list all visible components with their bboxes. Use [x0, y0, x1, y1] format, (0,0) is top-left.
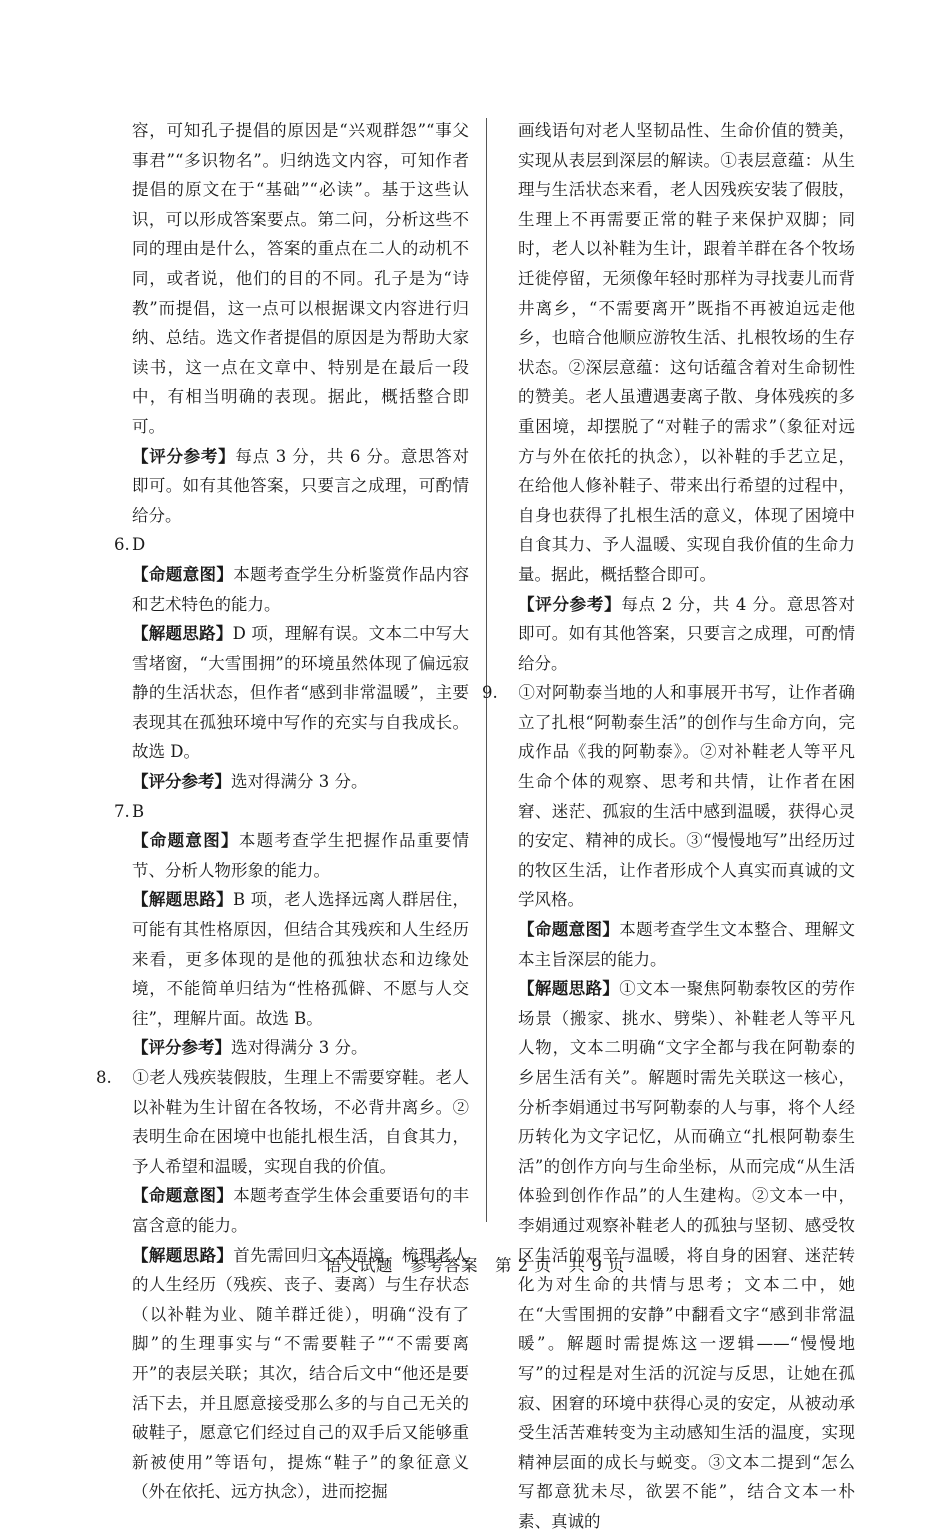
score-tag: 【评分参考】: [132, 772, 231, 792]
q7-intent: [114, 826, 469, 885]
q8-intent: [114, 1181, 469, 1240]
intent-tag: 【命题意图】: [132, 831, 239, 851]
idea-tag: 【解题思路】: [132, 624, 233, 644]
q8-answer: [96, 1063, 469, 1181]
q6-score-ref: [114, 767, 469, 797]
q6-idea: [114, 619, 469, 767]
intent-tag: 【命题意图】: [518, 920, 620, 940]
q5-analysis-continued: 容，可知孔子提倡的原因是“兴观群怨”“事父事君”“多识物名”。归纳选文内容，可知作者提倡的原文在于“基础”“必读”。基于这些认识，可以形成答案要点。第二问，分析这些不同的理由是什么，答案的重点在二人的动机不同，或者说，他们的目的不同。孔子是为“诗教”而提倡，这一点可以根据课文内容进行归纳、总结。选文作者提倡的原因是为帮助大家读书，这一点在文章中、特别是在最后一段中，有相当明确的表现。据此，概括整合即可。: [132, 121, 469, 436]
q8-idea-continued: 画线语句对老人坚韧品性、生命价值的赞美，实现从表层到深层的解读。①表层意蕴：从生理与生活状态来看，老人因残疾安装了假肢，生理上不再需要正常的鞋子来保护双脚；同时，老人以补鞋为生计，跟着羊群在各个牧场迁徙停留，无须像年轻时那样为寻找妻儿而背井离乡，“不需要离开”既指不再被迫远走他乡，也暗合他顺应游牧生活、扎根牧场的生存状态。②深层意蕴：这句话蕴含着对生命韧性的赞美。老人虽遭遇妻离子散、身体残疾的多重困境，却摆脱了“对鞋子的需求”（象征对远方与外在依托的执念），以补鞋的手艺立足，在给他人修补鞋子、带来出行希望的过程中，自身也获得了扎根生活的意义，体现了困境中自食其力、予人温暖、实现自我价值的生命力量。据此，概括整合即可。: [518, 121, 855, 584]
q8-score-text: 每点 2 分，共 4 分。意思答对即可。如有其他答案，只要言之成理，可酌情给分。: [518, 594, 855, 673]
intent-tag: 【命题意图】: [132, 1186, 234, 1206]
right-column: [482, 116, 856, 1537]
q9-answer: [482, 678, 855, 915]
q6-answer: [114, 530, 469, 560]
column-divider: [486, 118, 487, 1222]
intent-tag: 【命题意图】: [132, 564, 234, 584]
q6-score-text: 选对得满分 3 分。: [231, 772, 368, 792]
q5-score-ref: [114, 442, 469, 531]
q7-intent-text: 本题考查学生把握作品重要情节、分析人物形象的能力。: [132, 831, 470, 880]
q9-intent: [500, 915, 855, 974]
q8-idea-text: 首先需回归文本语境，梳理老人的人生经历（残疾、丧子、妻离）与生存状态（以补鞋为业、随羊群迁徙），明确“没有了脚”的生理事实与“不需要鞋子”“不需要离开”的表层关联；其次，结合后文中“他还是要活下去，并且愿意接受那么多的与自己无关的破鞋子，愿意它们经过自己的双手后又能够重新被使用”等语句，提炼“鞋子”的象征意义（外在依托、远方执念），进而挖掘: [132, 1245, 470, 1502]
score-tag: 【评分参考】: [132, 1038, 231, 1058]
q7-answer-text: B: [132, 801, 145, 821]
q5-score-text: 每点 3 分，共 6 分。意思答对即可。如有其他答案，只要言之成理，可酌情给分。: [132, 446, 469, 525]
score-tag: 【评分参考】: [132, 446, 236, 466]
idea-tag: 【解题思路】: [132, 890, 233, 910]
q6-intent-text: 本题考查学生分析鉴赏作品内容和艺术特色的能力。: [132, 564, 470, 614]
q7-idea: [114, 885, 469, 1033]
q6-intent: [114, 560, 469, 619]
idea-tag: 【解题思路】: [518, 979, 620, 999]
q8-number: 8.: [96, 1068, 112, 1087]
q9-answer-text: ①对阿勒泰当地的人和事展开书写，让作者确立了扎根“阿勒泰生活”的创作与生命方向，完成作品《我的阿勒泰》。②对补鞋老人等平凡生命个体的观察、思考和共情，让作者在困窘、迷茫、孤寂的生活中感到温暖，获得心灵的安定、精神的成长。③“慢慢地写”出经历过的牧区生活，让作者形成个人真实而真诚的文学风格。: [518, 683, 855, 910]
left-column: [96, 116, 470, 1507]
q8-idea: [114, 1241, 469, 1507]
q8-intent-text: 本题考查学生体会重要语句的丰富含意的能力。: [132, 1186, 470, 1235]
q7-score-text: 选对得满分 3 分。: [231, 1038, 368, 1058]
q7-number: 7.: [114, 801, 130, 821]
page-footer: 语文试题 参考答案 第 2 页 共 9 页: [325, 1256, 625, 1275]
q7-idea-text: B 项，老人选择远离人群居住，可能有其性格原因，但结合其残疾和人生经历来看，更多体现的是他的孤独状态和边缘处境，不能简单归结为“性格孤僻、不愿与人交往”，理解片面。故选 B。: [132, 890, 469, 1028]
q9-number: 9.: [482, 683, 498, 703]
q8-answer-text: ①老人残疾装假肢，生理上不需要穿鞋。老人以补鞋为生计留在各牧场，不必背井离乡。②表明生命在困境中也能扎根生活，自食其力，予人希望和温暖，实现自我的价值。: [132, 1068, 469, 1176]
q6-answer-text: D: [132, 535, 146, 555]
q6-idea-text: D 项，理解有误。文本二中写大雪堵窗，“大雪围拥”的环境虽然体现了偏远寂静的生活状态，但作者“感到非常温暖”，主要表现其在孤独环境中写作的充实与自我成长。故选 D。: [132, 624, 469, 762]
q9-intent-text: 本题考查学生文本整合、理解文本主旨深层的能力。: [518, 920, 856, 969]
q7-score-ref: [114, 1033, 469, 1063]
q8-score-ref: [500, 590, 855, 679]
score-tag: 【评分参考】: [518, 594, 622, 614]
q9-idea-text: ①文本一聚焦阿勒泰牧区的劳作场景（搬家、挑水、劈柴）、补鞋老人等平凡人物，文本二明确“文字全都与我在阿勒泰的乡居生活有关”。解题时需先关联这一核心，分析李娟通过书写阿勒泰的人与事，将个人经历转化为文字记忆，从而确立“扎根阿勒泰生活”的创作方向与生命坐标，从而完成“从生活体验到创作作品”的人生建构。②文本一中，李娟通过观察补鞋老人的孤独与坚韧、感受牧区生活的艰辛与温暖，将自身的困窘、迷茫转化为对生命的共情与思考；文本二中，她在“大雪围拥的安静”中翻看文字“感到非常温暖”。解题时需提炼这一逻辑——“慢慢地写”的过程是对生活的沉淀与反思，让她在孤寂、困窘的环境中获得心灵的安定，从被动承受生活苦难转变为主动感知生活的温度，实现精神层面的成长与蜕变。③文本二提到“怎么写都意犹未尽，欲罢不能”，结合文本一朴素、真诚的: [518, 979, 856, 1531]
idea-tag: 【解题思路】: [132, 1245, 234, 1265]
q6-number: 6.: [114, 535, 130, 555]
q7-answer: [114, 797, 469, 827]
